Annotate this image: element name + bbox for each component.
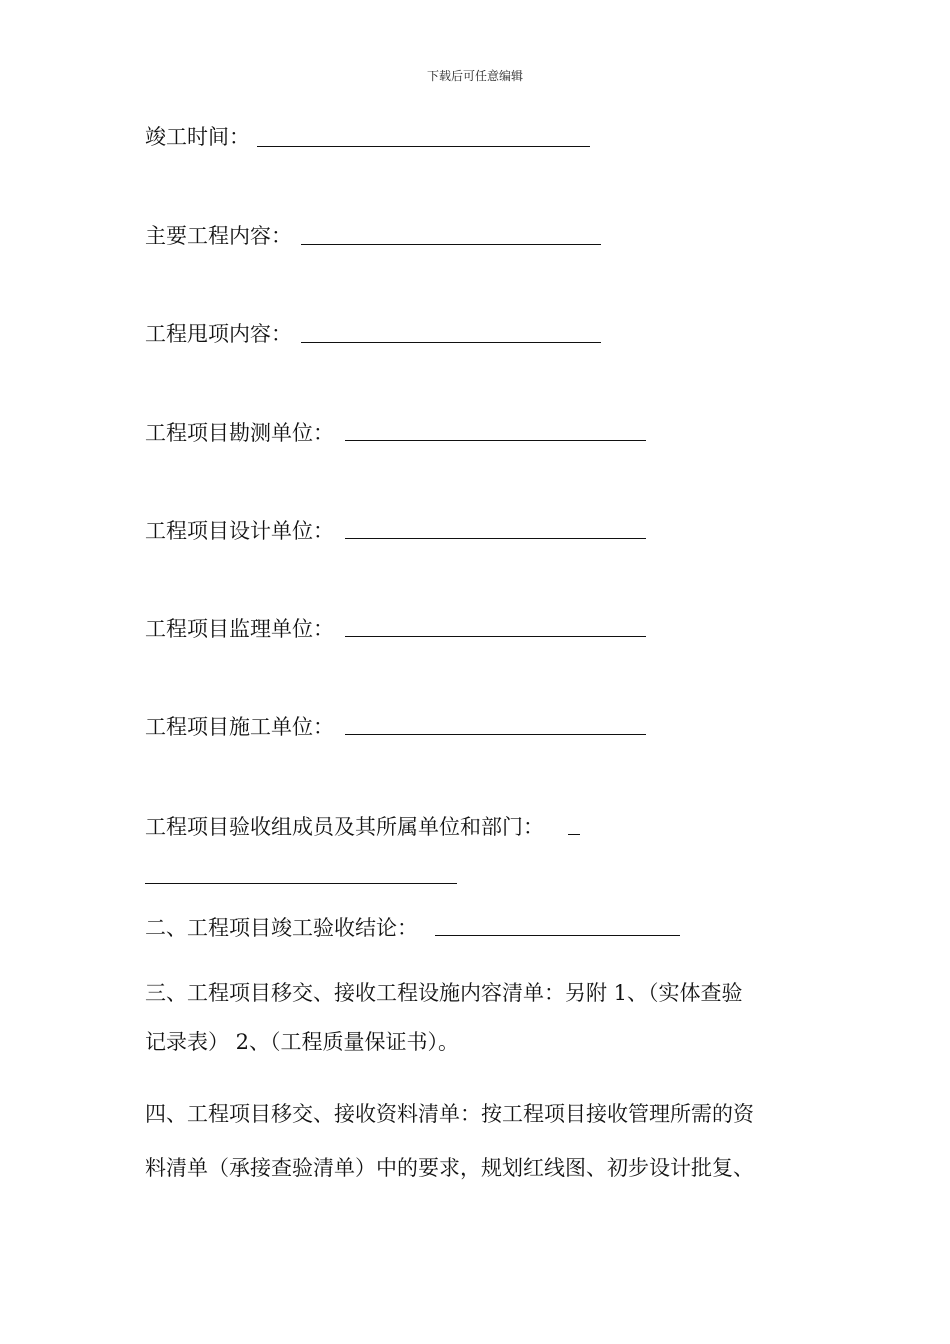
acceptance-team-blank[interactable] [145,883,457,884]
completion-time-blank[interactable] [257,146,590,147]
section-3-line-1: 三、工程项目移交、接收工程设施内容清单：另附 1、（实体查验 [145,981,743,1005]
acceptance-team-label: 工程项目验收组成员及其所属单位和部门： [145,815,544,839]
survey-unit-blank[interactable] [345,440,646,441]
supervision-unit-label: 工程项目监理单位： [145,617,334,641]
outstanding-items-label: 工程甩项内容： [145,322,292,346]
construction-unit-label: 工程项目施工单位： [145,715,334,739]
section-4-line-2: 料清单（承接查验清单）中的要求，规划红线图、初步设计批复、 [145,1156,754,1180]
page-header-note: 下载后可任意编辑 [426,69,523,83]
outstanding-items-blank[interactable] [301,342,601,343]
section-2-conclusion: 二、工程项目竣工验收结论： [145,916,418,940]
supervision-unit-blank[interactable] [345,636,646,637]
design-unit-label: 工程项目设计单位： [145,519,334,543]
acceptance-team-blank-start[interactable] [568,834,580,835]
survey-unit-label: 工程项目勘测单位： [145,421,334,445]
completion-time-label: 竣工时间： [145,125,250,149]
section-3-line-2: 记录表） 2、（工程质量保证书）。 [145,1030,460,1054]
construction-unit-blank[interactable] [345,734,646,735]
main-content-label: 主要工程内容： [145,224,292,248]
main-content-blank[interactable] [301,244,601,245]
section-4-line-1: 四、工程项目移交、接收资料清单：按工程项目接收管理所需的资 [145,1102,754,1126]
conclusion-blank[interactable] [435,935,680,936]
design-unit-blank[interactable] [345,538,646,539]
